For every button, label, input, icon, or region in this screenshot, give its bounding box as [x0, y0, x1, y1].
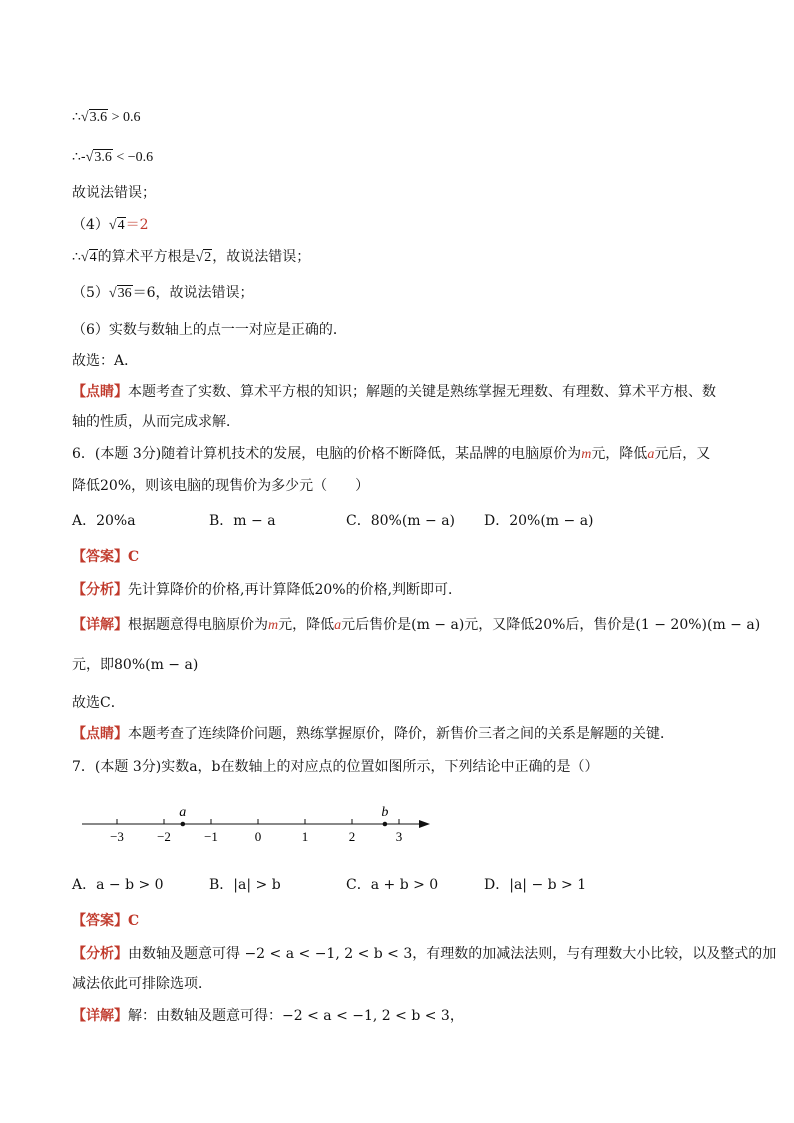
q7-analysis-line-1: 【分析】由数轴及题意可得 −2 < a < −1, 2 < b < 3，有理数的加减法法则，与有理数大小比较，以及整式的加 — [72, 946, 777, 962]
q6-point: 【点睛】本题考查了连续降价问题，熟练掌握原价，降价，新售价三者之间的关系是解题的关键． — [72, 726, 674, 742]
line-choose-a: 故选：A． — [72, 353, 139, 369]
q6-detail-line-2: 元，即80%(m − a) — [72, 657, 199, 673]
q7-option-a: A．a − b > 0 — [72, 877, 164, 893]
line-item-5: （5）√36＝6，故说法错误； — [72, 283, 254, 304]
line-item-4: （4）√4＝2 — [72, 215, 149, 236]
sqrt-expression: √36 — [108, 286, 132, 301]
sqrt-expression: √3.6 — [85, 150, 112, 165]
point-a-label: a — [179, 805, 187, 820]
q6-answer: 【答案】C — [72, 549, 140, 565]
axis-tick-label: 3 — [395, 829, 403, 844]
line-neg-sqrt36-lt: ∴-√3.6 < −0.6 — [72, 147, 153, 168]
q6-option-a: A．20%a — [72, 513, 136, 529]
q7-analysis-line-2: 减法依此可排除选项． — [72, 976, 212, 992]
q6-option-d: D．20%(m − a) — [484, 513, 594, 529]
sqrt-expression: √3.6 — [80, 110, 108, 125]
line-conclusion-1: 故说法错误； — [72, 185, 156, 201]
axis-arrow-icon — [419, 820, 430, 828]
q7-stem: 7．(本题 3分)实数a，b在数轴上的对应点的位置如图所示，下列结论中正确的是（） — [72, 759, 599, 775]
line-point-review: 【点睛】本题考查了实数、算术平方根的知识；解题的关键是熟练掌握无理数、有理数、算术平方根、数 — [72, 384, 716, 400]
point-a-dot — [181, 822, 186, 827]
axis-tick-label: −3 — [110, 829, 124, 844]
q6-option-c: C．80%(m − a) — [346, 513, 456, 529]
sqrt-expression: √2 — [195, 250, 212, 265]
axis-tick-label: 1 — [301, 829, 309, 844]
q7-answer: 【答案】C — [72, 913, 140, 929]
number-line-figure — [0, 798, 794, 858]
q6-stem-line-2: 降低20%，则该电脑的现售价为多少元（ ） — [72, 478, 370, 494]
line-item-4-reason: ∴√4的算术平方根是√2，故说法错误； — [72, 247, 310, 268]
point-b-dot — [383, 822, 388, 827]
q7-option-d: D．|a| − b > 1 — [484, 877, 587, 893]
axis-tick-label: 2 — [348, 829, 356, 844]
axis-ticks — [110, 819, 402, 844]
q6-choose: 故选C． — [72, 695, 125, 711]
line-point-review-cont: 轴的性质，从而完成求解． — [72, 414, 240, 430]
q7-detail: 【详解】解：由数轴及题意可得：−2 < a < −1, 2 < b < 3， — [72, 1008, 464, 1024]
q7-option-b: B．|a| > b — [209, 877, 281, 893]
line-item-6: （6）实数与数轴上的点一一对应是正确的． — [72, 322, 347, 338]
point-b-label: b — [381, 805, 389, 820]
sqrt-expression: √4 — [80, 250, 97, 265]
q6-stem-line-1: 6．(本题 3分)随着计算机技术的发展，电脑的价格不断降低，某品牌的电脑原价为m元，降低a元后，又 — [72, 446, 711, 462]
axis-tick-label: 0 — [254, 829, 262, 844]
q6-detail-line-1: 【详解】根据题意得电脑原价为m元，降低a元后售价是(m − a)元，又降低20%后，售价是(1 − 20%)(m − a) — [72, 617, 761, 633]
q7-option-c: C．a + b > 0 — [346, 877, 439, 893]
sqrt-expression: √4 — [108, 218, 125, 233]
therefore-symbol: ∴- — [72, 149, 86, 165]
therefore-symbol: ∴ — [72, 109, 81, 125]
axis-tick-label: −2 — [157, 829, 171, 844]
q6-analysis: 【分析】先计算降价的价格,再计算降低20%的价格,判断即可． — [72, 582, 463, 598]
q6-option-b: B．m − a — [209, 513, 276, 529]
line-sqrt36-gt: ∴√3.6 > 0.6 — [72, 107, 141, 128]
axis-tick-label: −1 — [204, 829, 218, 844]
point-tag: 【点睛】 — [72, 384, 128, 400]
